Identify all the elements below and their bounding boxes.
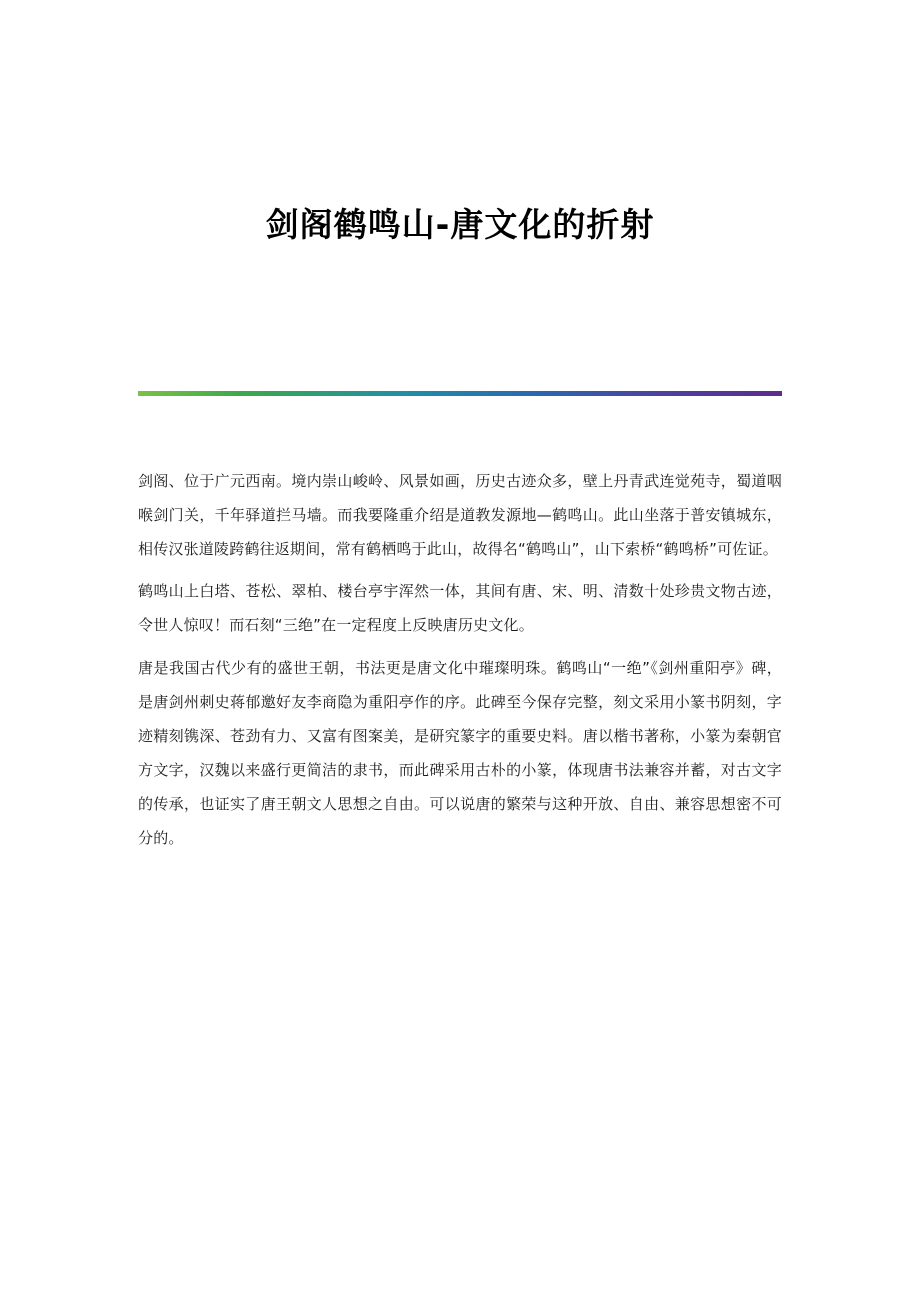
paragraph: 剑阁、位于广元西南。境内崇山峻岭、风景如画，历史古迹众多，壁上丹青武连觉苑寺，蜀道咽喉剑门关，千年驿道拦马墙。而我要隆重介绍是道教发源地—鹤鸣山。此山坐落于普安镇城东，相传汉张道陵跨鹤往返期间，常有鹤栖鸣于此山，故得名“鹤鸣山”，山下索桥“鹤鸣桥”可佐证。 — [138, 471, 782, 558]
title-divider — [138, 391, 782, 396]
document-body — [138, 464, 782, 856]
paragraph: 唐是我国古代少有的盛世王朝，书法更是唐文化中璀璨明珠。鹤鸣山“一绝”《剑州重阳亭》碑，是唐剑州刺史蒋郁邀好友李商隐为重阳亭作的序。此碑至今保存完整，刻文采用小篆书阴刻，字迹精刻镌深、苍劲有力、又富有图案美，是研究篆字的重要史料。唐以楷书著称，小篆为秦朝官方文字，汉魏以来盛行更简洁的隶书，而此碑采用古朴的小篆，体现唐书法兼容并蓄，对古文字的传承，也证实了唐王朝文人思想之自由。可以说唐的繁荣与这种开放、自由、兼容思想密不可分的。 — [138, 658, 782, 848]
page-title: 剑阁鹤鸣山-唐文化的折射 — [265, 205, 655, 244]
gradient-rule — [138, 391, 782, 396]
paragraph: 鹤鸣山上白塔、苍松、翠柏、楼台亭宇浑然一体，其间有唐、宋、明、清数十处珍贵文物古迹，令世人惊叹！而石刻“三绝”在一定程度上反映唐历史文化。 — [138, 582, 782, 635]
